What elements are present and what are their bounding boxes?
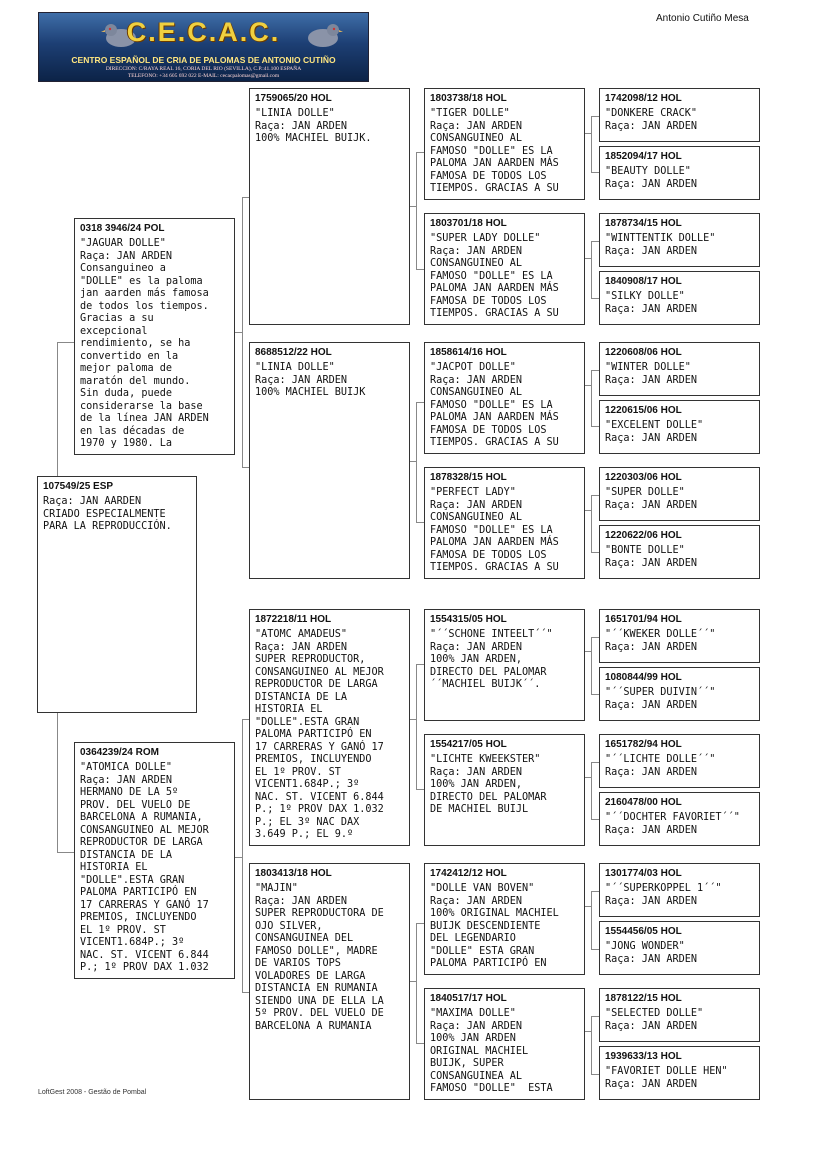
- pedigree-great-great-grandparent[interactable]: [599, 467, 760, 521]
- pedigree-great-grandparent[interactable]: [424, 342, 585, 454]
- ring-number: 1220303/06 HOL: [605, 472, 682, 483]
- ring-number: 1939633/13 HOL: [605, 1051, 682, 1062]
- logo-title: C.E.C.A.C.: [126, 17, 281, 47]
- ring-number: 8688512/22 HOL: [255, 347, 332, 358]
- pigeon-description: "LINIA DOLLE" Raça: JAN ARDEN 100% MACHIEL BUIJK: [255, 362, 366, 398]
- ring-number: 1803413/18 HOL: [255, 868, 332, 879]
- ring-number: 1742412/12 HOL: [430, 868, 507, 879]
- ring-number: 1878122/15 HOL: [605, 993, 682, 1004]
- pedigree-great-great-grandparent[interactable]: [599, 734, 760, 788]
- pigeon-description: "JONG WONDER" Raça: JAN ARDEN: [605, 941, 698, 965]
- footer-credit: LoftGest 2008 - Gestão de Pombal: [38, 1089, 147, 1096]
- pedigree-subject[interactable]: [37, 476, 197, 713]
- pedigree-great-great-grandparent[interactable]: [599, 1046, 760, 1100]
- ring-number: 1872218/11 HOL: [255, 614, 332, 625]
- pigeon-description: "SELECTED DOLLE" Raça: JAN ARDEN: [605, 1008, 704, 1032]
- ring-number: 0364239/24 ROM: [80, 747, 159, 758]
- pigeon-description: "´´DOCHTER FAVORIET´´" Raça: JAN ARDEN: [605, 812, 740, 836]
- pedigree-grandparent[interactable]: [249, 609, 410, 846]
- logo-contact: TELEFONO: +34 605 692 022 E-MAIL: cecacpalomas@gmail.com: [127, 73, 280, 79]
- ring-number: 1554456/05 HOL: [605, 926, 682, 937]
- pigeon-description: "SUPER DOLLE" Raça: JAN ARDEN: [605, 487, 698, 511]
- pigeon-description: "EXCELENT DOLLE" Raça: JAN ARDEN: [605, 420, 704, 444]
- pedigree-great-great-grandparent[interactable]: [599, 88, 760, 142]
- pedigree-great-great-grandparent[interactable]: [599, 342, 760, 396]
- pigeon-description: "MAXIMA DOLLE" Raça: JAN ARDEN 100% JAN ARDEN ORIGINAL MACHIEL BUIJK, SUPER CONSANGUINEA AL FAMOSO "DOLLE" ESTA: [430, 1008, 553, 1094]
- pedigree-great-great-grandparent[interactable]: [599, 667, 760, 721]
- pedigree-father[interactable]: [74, 218, 235, 455]
- pigeon-description: Raça: JAN AARDEN CRIADO ESPECIALMENTE PARA LA REPRODUCCIÓN.: [43, 496, 172, 532]
- ring-number: 1759065/20 HOL: [255, 93, 332, 104]
- pigeon-description: "LINIA DOLLE" Raça: JAN ARDEN 100% MACHIEL BUIJK.: [255, 108, 372, 144]
- ring-number: 1840517/17 HOL: [430, 993, 507, 1004]
- ring-number: 1554217/05 HOL: [430, 739, 507, 750]
- pigeon-description: "WINTER DOLLE" Raça: JAN ARDEN: [605, 362, 698, 386]
- pigeon-description: "DONKERE CRACK" Raça: JAN ARDEN: [605, 108, 698, 132]
- pigeon-description: "BONTE DOLLE" Raça: JAN ARDEN: [605, 545, 698, 569]
- pedigree-great-great-grandparent[interactable]: [599, 213, 760, 267]
- pigeon-description: "SUPER LADY DOLLE" Raça: JAN ARDEN CONSANGUINEO AL FAMOSO "DOLLE" ES LA PALOMA JAN AARDEN MÁS FAMOSA DE TODOS LOS TIEMPOS. GRACIAS A SU: [430, 233, 559, 319]
- ring-number: 1220608/06 HOL: [605, 347, 682, 358]
- pigeon-description: "WINTTENTIK DOLLE" Raça: JAN ARDEN: [605, 233, 716, 257]
- pigeon-description: "´´KWEKER DOLLE´´" Raça: JAN ARDEN: [605, 629, 716, 653]
- pedigree-grandparent[interactable]: [249, 863, 410, 1100]
- pigeon-description: "LICHTE KWEEKSTER" Raça: JAN ARDEN 100% JAN ARDEN, DIRECTO DEL PALOMAR DE MACHIEL BUIJL: [430, 754, 547, 815]
- ring-number: 1220615/06 HOL: [605, 405, 682, 416]
- pedigree-great-grandparent[interactable]: [424, 88, 585, 200]
- ring-number: 1301774/03 HOL: [605, 868, 682, 879]
- pedigree-great-great-grandparent[interactable]: [599, 792, 760, 846]
- pedigree-great-great-grandparent[interactable]: [599, 525, 760, 579]
- ring-number: 1651701/94 HOL: [605, 614, 682, 625]
- pigeon-description: "JACPOT DOLLE" Raça: JAN ARDEN CONSANGUINEO AL FAMOSO "DOLLE" ES LA PALOMA JAN AARDEN MÁS FAMOSA DE TODOS LOS TIEMPOS. GRACIAS A SU: [430, 362, 559, 448]
- pigeon-description: "MAJIN" Raça: JAN ARDEN SUPER REPRODUCTORA DE OJO SILVER, CONSANGUINEA DEL FAMOSO DOLLE", MADRE DE VARIOS TOPS VOLADORES DE LARGA DISTANCIA EN RUMANIA SIENDO UNA DE ELLA LA 5º PROV. DEL VUELO DE BARCELONA A RUMANIA: [255, 883, 384, 1032]
- pedigree-great-great-grandparent[interactable]: [599, 921, 760, 975]
- pedigree-mother[interactable]: [74, 742, 235, 979]
- ring-number: 2160478/00 HOL: [605, 797, 682, 808]
- pedigree-great-grandparent[interactable]: [424, 609, 585, 721]
- pigeon-description: "´´LICHTE DOLLE´´" Raça: JAN ARDEN: [605, 754, 716, 778]
- pedigree-great-great-grandparent[interactable]: [599, 988, 760, 1042]
- logo-address: DIRECCION: C/RAYA REAL 16, CORIA DEL RIO (SEVILLA), C.P.:41.100 ESPAÑA: [105, 66, 302, 72]
- pigeon-description: "´´SUPER DUIVIN´´" Raça: JAN ARDEN: [605, 687, 716, 711]
- ring-number: 1858614/16 HOL: [430, 347, 507, 358]
- ring-number: 1220622/06 HOL: [605, 530, 682, 541]
- pigeon-description: "´´SCHONE INTEELT´´" Raça: JAN ARDEN 100% JAN ARDEN, DIRECTO DEL PALOMAR ´´MACHIEL BUIJK´´.: [430, 629, 553, 690]
- ring-number: 107549/25 ESP: [43, 481, 114, 492]
- ring-number: 1878734/15 HOL: [605, 218, 682, 229]
- pedigree-great-great-grandparent[interactable]: [599, 609, 760, 663]
- pedigree-grandparent[interactable]: [249, 88, 410, 325]
- pigeon-description: "SILKY DOLLE" Raça: JAN ARDEN: [605, 291, 698, 315]
- ring-number: 1852094/17 HOL: [605, 151, 682, 162]
- ring-number: 1742098/12 HOL: [605, 93, 682, 104]
- pedigree-grandparent[interactable]: [249, 342, 410, 579]
- pedigree-great-grandparent[interactable]: [424, 213, 585, 325]
- pigeon-description: "PERFECT LADY" Raça: JAN ARDEN CONSANGUINEO AL FAMOSO "DOLLE" ES LA PALOMA JAN AARDEN MÁS FAMOSA DE TODOS LOS TIEMPOS. GRACIAS A SU: [430, 487, 559, 573]
- pedigree-great-great-grandparent[interactable]: [599, 863, 760, 917]
- owner-name: Antonio Cutiño Mesa: [656, 13, 749, 24]
- pedigree-great-great-grandparent[interactable]: [599, 400, 760, 454]
- ring-number: 1080844/99 HOL: [605, 672, 682, 683]
- ring-number: 1840908/17 HOL: [605, 276, 682, 287]
- pedigree-great-great-grandparent[interactable]: [599, 271, 760, 325]
- pedigree-great-grandparent[interactable]: [424, 467, 585, 579]
- pigeon-description: "BEAUTY DOLLE" Raça: JAN ARDEN: [605, 166, 698, 190]
- cecac-logo: [38, 12, 369, 82]
- pigeon-description: "ATOMC AMADEUS" Raça: JAN ARDEN SUPER REPRODUCTOR, CONSANGUINEO AL MEJOR REPRODUCTOR DE LARGA DISTANCIA DE LA HISTORIA EL "DOLLE".ESTA GRAN PALOMA PARTICIPÓ EN 17 CARRERAS Y GANÓ 17 PREMIOS, INCLUYENDO EL 1º PROV. ST VICENT1.684P.; 3º NAC. ST. VICENT 6.844 P.; 1º PROV DAX 1.032 P.; EL 3º NAC DAX 3.649 P.; EL 9.º: [255, 629, 384, 840]
- pigeon-description: "´´SUPERKOPPEL 1´´" Raça: JAN ARDEN: [605, 883, 722, 907]
- pigeon-description: "FAVORIET DOLLE HEN" Raça: JAN ARDEN: [605, 1066, 728, 1090]
- ring-number: 1803738/18 HOL: [430, 93, 507, 104]
- pigeon-description: "ATOMICA DOLLE" Raça: JAN ARDEN HERMANO DE LA 5º PROV. DEL VUELO DE BARCELONA A RUMANIA, CONSANGUINEO AL MEJOR REPRODUCTOR DE LARGA DISTANCIA DE LA HISTORIA EL "DOLLE".ESTA GRAN PALOMA PARTICIPÓ EN 17 CARRERAS Y GANÓ 17 PREMIOS, INCLUYENDO EL 1º PROV. ST VICENT1.684P.; 3º NAC. ST. VICENT 6.844 P.; 1º PROV DAX 1.032: [80, 762, 209, 973]
- pigeon-description: "DOLLE VAN BOVEN" Raça: JAN ARDEN 100% ORIGINAL MACHIEL BUIJK DESCENDIENTE DEL LEGENDARIO "DOLLE" ESTA GRAN PALOMA PARTICIPÓ EN: [430, 883, 559, 969]
- ring-number: 0318 3946/24 POL: [80, 223, 165, 234]
- logo-subtitle: CENTRO ESPAÑOL DE CRIA DE PALOMAS DE ANTONIO CUTIÑO: [71, 55, 336, 65]
- pedigree-great-grandparent[interactable]: [424, 734, 585, 846]
- ring-number: 1554315/05 HOL: [430, 614, 507, 625]
- pedigree-great-grandparent[interactable]: [424, 863, 585, 975]
- pedigree-great-great-grandparent[interactable]: [599, 146, 760, 200]
- ring-number: 1803701/18 HOL: [430, 218, 507, 229]
- pigeon-description: "JAGUAR DOLLE" Raça: JAN ARDEN Consanguineo a "DOLLE" es la paloma jan aarden más famosa de todos los tiempos. Gracias a su excepcional rendimiento, se ha convertido en la mejor paloma de maratón del mundo. Sin duda, puede considerarse la base de la línea JAN ARDEN en las décadas de 1970 y 1980. La: [80, 238, 209, 449]
- pedigree-great-grandparent[interactable]: [424, 988, 585, 1100]
- pigeon-description: "TIGER DOLLE" Raça: JAN ARDEN CONSANGUINEO AL FAMOSO "DOLLE" ES LA PALOMA JAN AARDEN MÁS FAMOSA DE TODOS LOS TIEMPOS. GRACIAS A SU: [430, 108, 559, 194]
- ring-number: 1878328/15 HOL: [430, 472, 507, 483]
- ring-number: 1651782/94 HOL: [605, 739, 682, 750]
